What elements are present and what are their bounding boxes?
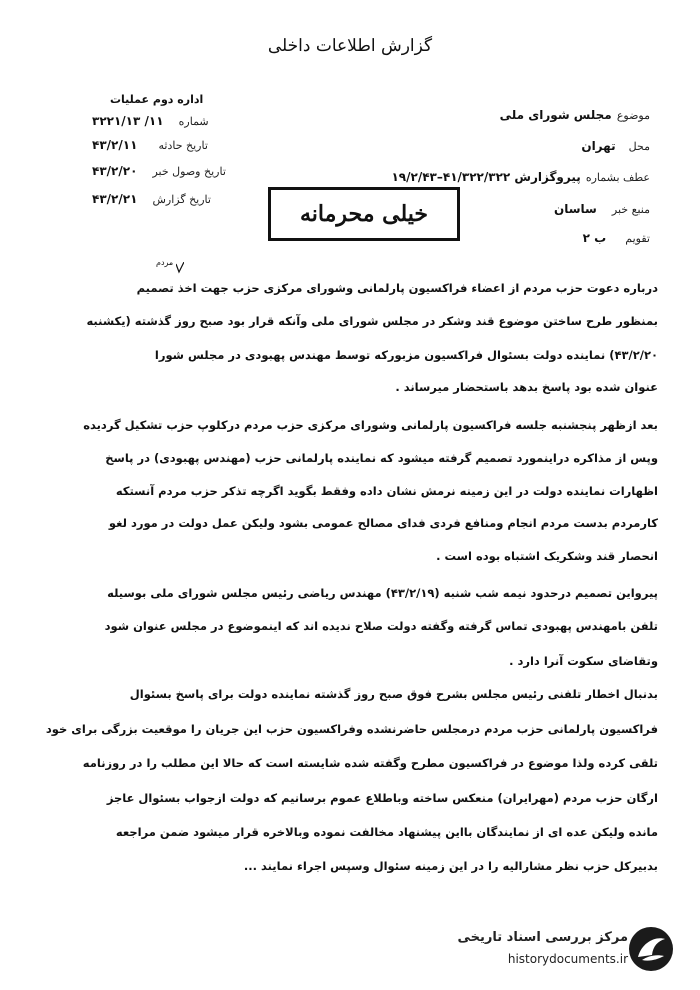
inserted-word: مردم bbox=[156, 258, 174, 267]
rating-row bbox=[583, 227, 650, 246]
body-line: درباره دعوت حزب مردم از اعضاء فراکسیون پارلمانی وشورای مرکزی حزب جهت اخذ تصمیم bbox=[136, 281, 658, 295]
subject-label: موضوع bbox=[616, 109, 650, 122]
document-title: گزارش اطلاعات داخلی bbox=[267, 36, 433, 56]
body-line: عنوان شده بود پاسخ بدهد باستحضار میرساند . bbox=[395, 380, 658, 394]
rating-label: تقویم bbox=[625, 232, 650, 245]
receipt-date-row bbox=[92, 160, 226, 179]
source-value: ساسان bbox=[553, 202, 597, 216]
archive-logo-icon bbox=[628, 926, 674, 972]
insertion-caret-icon bbox=[176, 262, 184, 274]
body-line: مانده ولیکن عده ای از نمایندگان بااین پیشنهاد مخالفت نموده وبالاخره قرار میشود ضمن مراجعه bbox=[115, 825, 658, 839]
body-line: بدبیرکل حزب نظر مشارالیه را در این زمینه سئوال وسپس اجراء نمایند ... bbox=[243, 859, 658, 873]
place-row bbox=[581, 135, 650, 154]
classification-stamp: خیلی محرمانه bbox=[268, 187, 460, 241]
body-line: تلفن بامهندس پهبودی تماس گرفته وگفته دولت صلاح ندیده اند که اینموضوع در مجلس عنوان شود bbox=[104, 619, 658, 633]
source-row bbox=[554, 198, 650, 217]
watermark-org-name: مرکز بررسی اسناد تاریخی bbox=[457, 930, 628, 945]
incident-date-row bbox=[92, 134, 208, 153]
source-label: منبع خبر bbox=[611, 203, 650, 216]
body-line: تلقی کرده ولذا موضوع در فراکسیون مطرح وگفته شده شایسته است که حالا این مطلب را در روزنامه bbox=[82, 756, 658, 770]
number-row bbox=[92, 110, 209, 129]
number-value: ۳۲۲۱/۱۳ /۱۱ bbox=[92, 114, 164, 128]
body-line: بدنبال اخطار تلفنی رئیس مجلس بشرح فوق صبح روز گذشته نماینده دولت برای پاسخ بسئوال bbox=[129, 687, 658, 701]
reference-label: عطف بشماره bbox=[585, 171, 650, 184]
body-line: فراکسیون پارلمانی حزب مردم درمجلس حاضرنشده وفراکسیون حزب این جریان را موقعیت بزرگی برای خود bbox=[45, 722, 658, 736]
report-date-value: ۴۳/۲/۲۱ bbox=[92, 192, 138, 206]
body-line: انحصار قند وشکریک اشتباه بوده است . bbox=[436, 549, 658, 563]
place-label: محل bbox=[628, 140, 650, 153]
reference-row bbox=[391, 166, 650, 185]
receipt-date-label: تاریخ وصول خبر bbox=[152, 165, 226, 178]
body-line: پیرواین تصمیم درحدود نیمه شب شنبه (۴۳/۲/۱۹) مهندس ریاضی رئیس مجلس شورای ملی بوسیله bbox=[107, 586, 658, 600]
body-line: وتقاضای سکوت آنرا دارد . bbox=[509, 654, 658, 668]
body-line: وپس از مذاکره دراینمورد تصمیم گرفته میشود که نماینده پارلمانی حزب (مهندس پهبودی) در پاسخ bbox=[105, 451, 658, 465]
body-line: ارگان حزب مردم (مهرایران) منعکس ساخته وباطلاع عموم برسانیم که دولت ازجواب بسئوال عاجز bbox=[106, 791, 658, 805]
body-line: بعد ازظهر پنجشنبه جلسه فراکسیون پارلمانی وشورای مرکزی حزب مردم درکلوپ حزب تشکیل گردیده bbox=[83, 418, 658, 432]
incident-date-value: ۴۳/۲/۱۱ bbox=[92, 138, 138, 152]
body-line: کارمردم بدست مردم انجام ومنافع فردی فدای مصالح عمومی بشود ولیکن عمل دولت در مورد لغو bbox=[108, 516, 658, 530]
report-date-row bbox=[92, 188, 211, 207]
incident-date-label: تاریخ حادثه bbox=[158, 139, 208, 152]
place-value: تهران bbox=[581, 139, 616, 153]
rating-value: ب ۲ bbox=[582, 231, 607, 245]
body-line: اظهارات نماینده دولت در این زمینه نرمش نشان داده وفقط بگوید اگرچه تذکر حزب مردم آنستکه bbox=[115, 484, 658, 498]
watermark-url: historydocuments.ir bbox=[507, 952, 628, 966]
subject-value: مجلس شورای ملی bbox=[499, 108, 612, 122]
receipt-date-value: ۴۳/۲/۲۰ bbox=[92, 164, 138, 178]
office-name: اداره دوم عملیات bbox=[110, 93, 204, 106]
body-line: ۴۳/۲/۲۰) نماینده دولت بسئوال فراکسیون مزبورکه توسط مهندس پهبودی در مجلس شورا bbox=[154, 348, 658, 362]
reference-value: پیروگزارش ۴۱/۳۲۲/۳۲۲–۱۹/۲/۴۳ bbox=[391, 170, 581, 184]
report-date-label: تاریخ گزارش bbox=[152, 193, 211, 206]
body-line: بمنظور طرح ساختن موضوع قند وشکر در مجلس شورای ملی وآنکه قرار بود صبح روز گذشته (یکشنبه bbox=[86, 314, 658, 328]
subject-row bbox=[500, 104, 650, 123]
number-label: شماره bbox=[178, 115, 209, 128]
